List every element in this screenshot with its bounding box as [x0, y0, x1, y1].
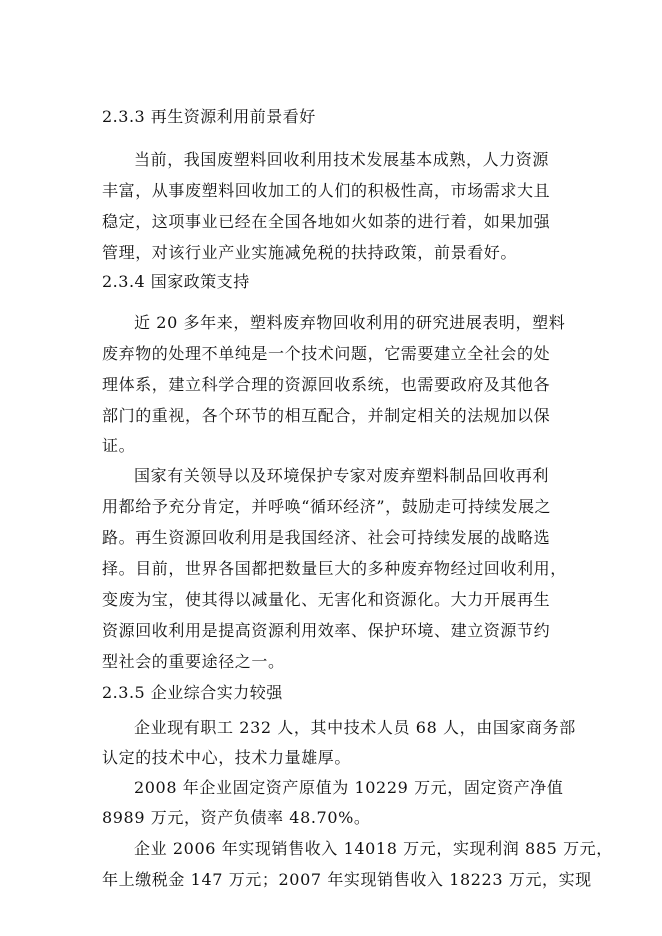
paragraph-line: 理体系，建立科学合理的资源回收系统，也需要政府及其他各	[102, 375, 551, 394]
paragraph-line: 2008 年企业固定资产原值为 10229 万元，固定资产净值	[134, 778, 564, 797]
paragraph-line: 国家有关领导以及环境保护专家对废弃塑料制品回收再利	[134, 466, 550, 485]
section-heading-2-3-3: 2.3.3 再生资源利用前景看好	[102, 107, 316, 126]
paragraph-line: 用都给予充分肯定，并呼唤“循环经济”，鼓励走可持续发展之	[102, 497, 552, 516]
section-heading-2-3-4: 2.3.4 国家政策支持	[102, 272, 250, 291]
paragraph-line: 变废为宝，使其得以减量化、无害化和资源化。大力开展再生	[102, 590, 551, 609]
paragraph-line: 年上缴税金 147 万元；2007 年实现销售收入 18223 万元，实现	[102, 870, 592, 889]
paragraph-line: 资源回收利用是提高资源利用效率、保护环境、建立资源节约	[102, 621, 551, 640]
paragraph-line: 择。目前，世界各国都把数量巨大的多种废弃物经过回收利用，	[102, 559, 567, 578]
paragraph-line: 企业现有职工 232 人，其中技术人员 68 人，由国家商务部	[134, 718, 576, 737]
paragraph-line: 8989 万元，资产负债率 48.70%。	[102, 808, 371, 827]
paragraph-line: 路。再生资源回收利用是我国经济、社会可持续发展的战略选	[102, 528, 551, 547]
paragraph-line: 部门的重视，各个环节的相互配合，并制定相关的法规加以保	[102, 406, 551, 425]
section-heading-2-3-5: 2.3.5 企业综合实力较强	[102, 683, 283, 702]
paragraph-line: 企业 2006 年实现销售收入 14018 万元，实现利润 885 万元，	[134, 839, 613, 858]
paragraph-line: 管理，对该行业产业实施减免税的扶持政策，前景看好。	[102, 243, 518, 262]
paragraph-line: 型社会的重要途径之一。	[102, 652, 285, 671]
paragraph-line: 证。	[102, 436, 136, 455]
paragraph-line: 稳定，这项事业已经在全国各地如火如荼的进行着，如果加强	[102, 212, 551, 231]
paragraph-line: 近 20 多年来，塑料废弃物回收利用的研究进展表明，塑料	[134, 313, 566, 332]
paragraph-line: 废弃物的处理不单纯是一个技术问题，它需要建立全社会的处	[102, 344, 551, 363]
paragraph-line: 当前，我国废塑料回收利用技术发展基本成熟，人力资源	[134, 150, 550, 169]
paragraph-line: 丰富，从事废塑料回收加工的人们的积极性高，市场需求大且	[102, 181, 551, 200]
paragraph-line: 认定的技术中心，技术力量雄厚。	[102, 748, 352, 767]
